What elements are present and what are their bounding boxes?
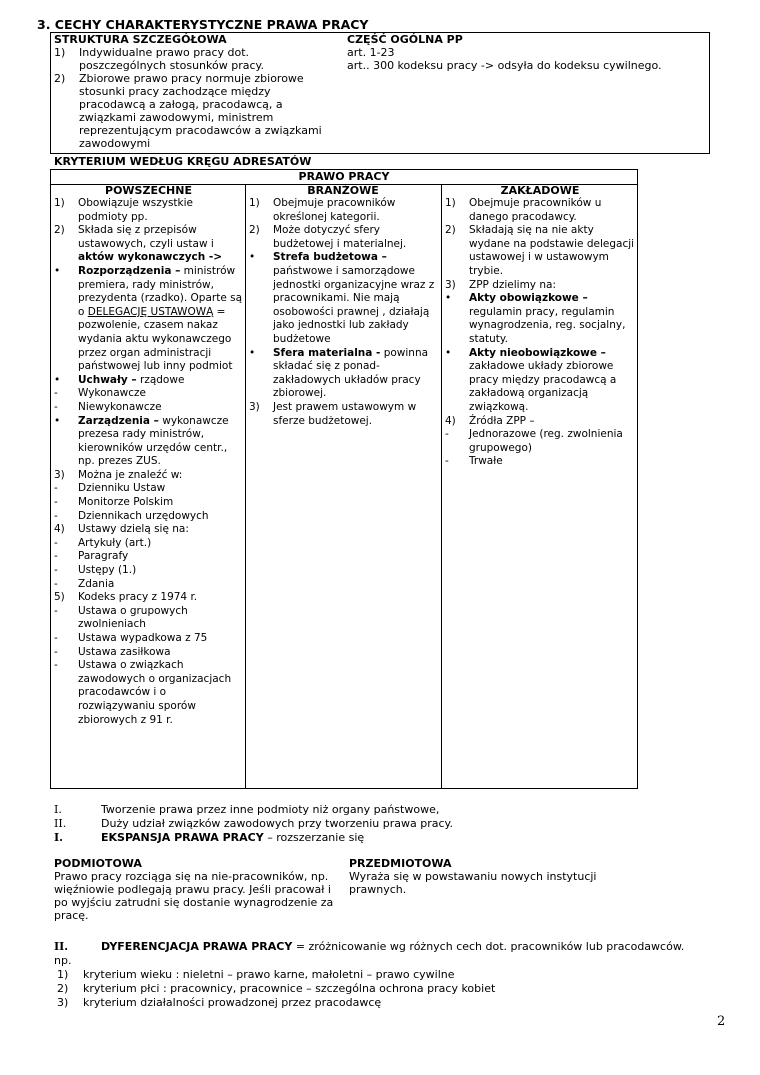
list-marker: 2) bbox=[249, 224, 260, 237]
column-header: ZAKŁADOWE bbox=[500, 184, 580, 197]
list-item bbox=[249, 401, 437, 428]
list-item bbox=[54, 632, 243, 646]
list-item bbox=[249, 251, 437, 346]
list-item-text: kryterium działalności prowadzonej przez pracodawcę bbox=[83, 996, 382, 1009]
list-marker: - bbox=[54, 496, 58, 509]
list-marker: - bbox=[54, 604, 58, 617]
podmiotowa-block bbox=[54, 858, 334, 922]
list-item bbox=[57, 996, 727, 1010]
column-zakladowe bbox=[445, 185, 635, 469]
column-header: BRANŻOWE bbox=[307, 184, 379, 197]
list-item bbox=[54, 578, 243, 592]
list-item bbox=[54, 659, 243, 727]
list-item bbox=[445, 279, 635, 293]
list-item-text: Wykonawcze bbox=[78, 387, 146, 400]
list-item-bold: aktów wykonawczych -> bbox=[78, 251, 223, 264]
roman-item bbox=[54, 803, 734, 817]
list-marker: - bbox=[54, 564, 58, 577]
list-marker: 4) bbox=[445, 414, 456, 427]
section-title-ekspansja: EKSPANSJA PRAWA PRACY bbox=[101, 831, 264, 844]
list-item-text: Dziennikach urzędowych bbox=[78, 509, 209, 522]
list-marker: 1) bbox=[445, 197, 456, 209]
roman-marker: I. bbox=[54, 831, 63, 844]
list-marker: 1) bbox=[54, 46, 66, 59]
list-item-text: Jednorazowe (reg. zwolnienia grupowego) bbox=[469, 428, 623, 454]
list-item-text: Ustawa zasiłkowa bbox=[78, 645, 171, 658]
list-item-text: Artykuły (art.) bbox=[78, 536, 152, 549]
list-item-text: Ustawa wypadkowa z 75 bbox=[78, 632, 208, 644]
list-marker: 4) bbox=[54, 523, 65, 536]
list-item bbox=[54, 469, 243, 483]
list-marker: 3) bbox=[57, 996, 69, 1009]
list-item bbox=[54, 591, 243, 605]
list-item bbox=[445, 292, 635, 346]
list-item bbox=[54, 496, 243, 510]
list-item bbox=[54, 646, 243, 660]
list-item-text: Zdania bbox=[78, 577, 115, 590]
list-marker: • bbox=[249, 346, 256, 359]
column-powszechne bbox=[54, 185, 243, 727]
list-item bbox=[54, 46, 339, 72]
section-title-dyferencjacja: DYFERENCJACJA PRAWA PRACY bbox=[101, 940, 293, 953]
roman-item bbox=[54, 940, 729, 954]
list-item-text: powinna składać się z ponad-zakładowych układów pracy zbiorowej. bbox=[273, 346, 429, 400]
list-marker: • bbox=[445, 346, 452, 359]
roman-text: Duży udział związków zawodowych przy tworzeniu prawa pracy. bbox=[101, 817, 453, 830]
structure-table bbox=[50, 32, 710, 154]
structure-right-column bbox=[347, 34, 707, 72]
list-item-text: ZPP dzielimy na: bbox=[469, 278, 556, 291]
list-item-text: Źródła ZPP – bbox=[469, 414, 535, 427]
list-marker: 1) bbox=[249, 197, 260, 209]
list-item bbox=[54, 415, 243, 469]
criteria-list bbox=[57, 968, 727, 1010]
structure-left-header: STRUKTURA SZCZEGÓŁOWA bbox=[54, 33, 227, 46]
roman-list bbox=[54, 803, 734, 845]
list-marker: - bbox=[54, 550, 58, 563]
list-item-underline: DELEGACJĘ USTAWOWĄ bbox=[87, 305, 214, 318]
list-item-text: Obejmuje pracowników określonej kategorii. bbox=[273, 197, 396, 223]
list-marker: - bbox=[54, 387, 58, 400]
list-marker: - bbox=[54, 632, 58, 644]
page-number: 2 bbox=[717, 1014, 726, 1029]
podmiotowa-text: Prawo pracy rozciąga się na nie-pracowników, np. więźniowie podlegają prawu pracy. Jeśli pracował i po wyjściu zatrudni się dostanie wynagrodzenie za pracę. bbox=[54, 870, 334, 922]
roman-item bbox=[54, 831, 734, 845]
list-item-text: ministrów premiera, rady ministrów, prezydenta (rzadko). Oparte są o bbox=[78, 264, 243, 318]
list-item bbox=[54, 224, 243, 265]
roman-text: Tworzenie prawa przez inne podmioty niż organy państwowe, bbox=[101, 803, 440, 816]
list-item bbox=[54, 564, 243, 578]
list-item bbox=[445, 224, 635, 278]
list-marker: - bbox=[54, 400, 58, 413]
list-item-text: regulamin pracy, regulamin wynagrodzenia, reg. socjalny, statuty. bbox=[469, 305, 626, 345]
list-marker: • bbox=[54, 264, 61, 277]
list-marker: - bbox=[54, 509, 58, 522]
list-item-text: Można je znaleźć w: bbox=[78, 468, 183, 481]
list-marker: 2) bbox=[54, 224, 65, 237]
structure-right-line: art.. 300 kodeksu pracy -> odsyła do kodeksu cywilnego. bbox=[347, 59, 662, 72]
expansion-types bbox=[54, 858, 734, 928]
list-item bbox=[445, 415, 635, 429]
list-marker: - bbox=[54, 536, 58, 549]
list-marker: • bbox=[445, 292, 452, 305]
list-item bbox=[54, 482, 243, 496]
list-item bbox=[249, 197, 437, 224]
list-item bbox=[54, 374, 243, 388]
list-item bbox=[57, 982, 727, 996]
list-item-text: rządowe bbox=[136, 373, 185, 386]
list-marker: - bbox=[54, 659, 58, 672]
list-item bbox=[445, 197, 635, 224]
roman-text: – rozszerzanie się bbox=[263, 831, 365, 844]
przedmiotowa-header: PRZEDMIOTOWA bbox=[349, 857, 452, 870]
list-marker: - bbox=[445, 455, 449, 468]
list-item-text: = pozwolenie, czasem nakaz wydania aktu wykonawczego przez organ administracji państwowej lub inny podmiot bbox=[78, 305, 233, 373]
list-item bbox=[54, 401, 243, 415]
list-marker: - bbox=[445, 428, 449, 441]
list-item-text: Ustawa o grupowych zwolnieniach bbox=[78, 604, 188, 631]
list-item bbox=[54, 72, 339, 150]
list-item-text: Trwałe bbox=[469, 455, 503, 468]
list-item-text: kryterium wieku : nieletni – prawo karne, małoletni – prawo cywilne bbox=[83, 968, 455, 981]
list-item-text: Składają się na nie akty wydane na podstawie delegacji ustawowej i w ustawowym trybie. bbox=[469, 224, 635, 277]
podmiotowa-header: PODMIOTOWA bbox=[54, 857, 142, 870]
dyferencjacja-text: = zróżnicowanie wg różnych cech dot. pracowników lub pracodawców. bbox=[292, 940, 685, 953]
list-item-bold: Sfera materialna - bbox=[273, 346, 381, 359]
list-item bbox=[54, 265, 243, 374]
list-item bbox=[445, 347, 635, 415]
list-marker: 3) bbox=[249, 400, 260, 413]
list-item bbox=[54, 387, 243, 401]
list-item-text: wykonawcze prezesa rady ministrów, kierowników urzędów centr., np. prezes ZUS. bbox=[78, 414, 229, 468]
dyferencjacja-block bbox=[54, 940, 729, 967]
structure-right-header: CZĘŚĆ OGÓLNA PP bbox=[347, 33, 463, 46]
list-item-text: Obowiązuje wszystkie podmioty pp. bbox=[78, 197, 194, 223]
list-item bbox=[54, 550, 243, 564]
list-item-text: Obejmuje pracowników u danego pracodawcy. bbox=[469, 197, 602, 223]
column-branzowe bbox=[249, 185, 437, 428]
column-divider bbox=[441, 184, 442, 788]
list-item-text: Indywidualne prawo pracy dot. poszczególnych stosunków pracy. bbox=[79, 46, 264, 72]
list-item-text: Dzienniku Ustaw bbox=[78, 482, 166, 495]
list-item-text: zakładowe układy zbiorowe pracy między pracodawcą a zakładową organizacją związkową. bbox=[469, 360, 617, 413]
list-marker: 3) bbox=[445, 278, 456, 291]
list-item-bold: Akty nieobowiązkowe – bbox=[469, 346, 606, 359]
list-marker: 1) bbox=[54, 197, 65, 209]
list-item-bold: Strefa budżetowa – bbox=[273, 251, 387, 264]
list-marker: 1) bbox=[57, 968, 69, 981]
list-item-text: państwowe i samorządowe jednostki organizacyjne wraz z pracownikami. Nie mają osobowości prawnej , działają jako jednostki lub zakłady budżetowe bbox=[273, 264, 435, 345]
page-heading: 3. CECHY CHARAKTERYSTYCZNE PRAWA PRACY bbox=[37, 17, 369, 32]
list-marker: • bbox=[54, 414, 61, 427]
column-header: POWSZECHNE bbox=[105, 184, 192, 197]
list-marker: - bbox=[54, 577, 58, 590]
list-marker: - bbox=[54, 482, 58, 495]
list-item-bold: Uchwały – bbox=[78, 373, 137, 386]
list-marker: - bbox=[54, 645, 58, 658]
list-item bbox=[249, 347, 437, 401]
criterion-label: KRYTERIUM WEDŁUG KRĘGU ADRESATÓW bbox=[54, 155, 312, 168]
list-marker: 2) bbox=[445, 224, 456, 237]
list-item-text: Jest prawem ustawowym w sferze budżetowej. bbox=[273, 400, 417, 427]
list-marker: • bbox=[54, 373, 61, 386]
list-item-bold: Zarządzenia – bbox=[78, 414, 159, 427]
list-item bbox=[445, 455, 635, 469]
np-label: np. bbox=[54, 954, 72, 967]
list-item-text: Ustępy (1.) bbox=[78, 564, 137, 577]
list-marker: 2) bbox=[57, 982, 69, 995]
list-item-bold: Akty obowiązkowe – bbox=[469, 292, 588, 305]
structure-right-line: art. 1-23 bbox=[347, 46, 395, 59]
list-item bbox=[249, 224, 437, 251]
roman-marker: I. bbox=[54, 803, 62, 816]
list-item-bold: Rozporządzenia – bbox=[78, 264, 181, 277]
law-table bbox=[50, 169, 638, 789]
roman-item bbox=[54, 817, 734, 831]
list-item bbox=[54, 510, 243, 524]
list-marker: 5) bbox=[54, 591, 65, 604]
list-marker: 2) bbox=[54, 72, 66, 85]
list-marker: • bbox=[249, 251, 256, 264]
list-item-text: kryterium płci : pracownicy, pracownice – szczególna ochrona pracy kobiet bbox=[83, 982, 496, 995]
law-table-title: PRAWO PRACY bbox=[51, 170, 637, 185]
przedmiotowa-text: Wyraża się w powstawaniu nowych instytucji prawnych. bbox=[349, 870, 597, 896]
list-item-text: Ustawa o związkach zawodowych o organizacjach pracodawców i o rozwiązywaniu sporów zbiorowych z 91 r. bbox=[78, 659, 232, 726]
list-item-text: Zbiorowe prawo pracy normuje zbiorowe stosunki pracy zachodzące między pracodawcą a załogą, pracodawcą, a związkami zawodowymi, ministrem reprezentującym pracodawców a związkami zawodowymi bbox=[79, 72, 322, 150]
list-item-text: Monitorze Polskim bbox=[78, 496, 174, 509]
list-item bbox=[54, 605, 243, 632]
list-item-text: Niewykonawcze bbox=[78, 400, 162, 413]
roman-marker: II. bbox=[54, 817, 67, 830]
list-item bbox=[54, 537, 243, 551]
list-item-text: Paragrafy bbox=[78, 550, 129, 563]
list-marker: 3) bbox=[54, 468, 65, 481]
list-item-text: Ustawy dzielą się na: bbox=[78, 523, 189, 536]
structure-left-column bbox=[54, 34, 339, 150]
list-item-text: Może dotyczyć sfery budżetowej i materialnej. bbox=[273, 224, 407, 250]
column-divider bbox=[245, 184, 246, 788]
list-item-text: Kodeks pracy z 1974 r. bbox=[78, 591, 198, 604]
list-item bbox=[54, 197, 243, 224]
przedmiotowa-block bbox=[349, 858, 639, 896]
list-item bbox=[57, 968, 727, 982]
roman-marker: II. bbox=[54, 940, 69, 953]
list-item-text: Składa się z przepisów ustawowych, czyli ustaw i bbox=[78, 224, 214, 250]
list-item bbox=[54, 523, 243, 537]
list-item bbox=[445, 428, 635, 455]
